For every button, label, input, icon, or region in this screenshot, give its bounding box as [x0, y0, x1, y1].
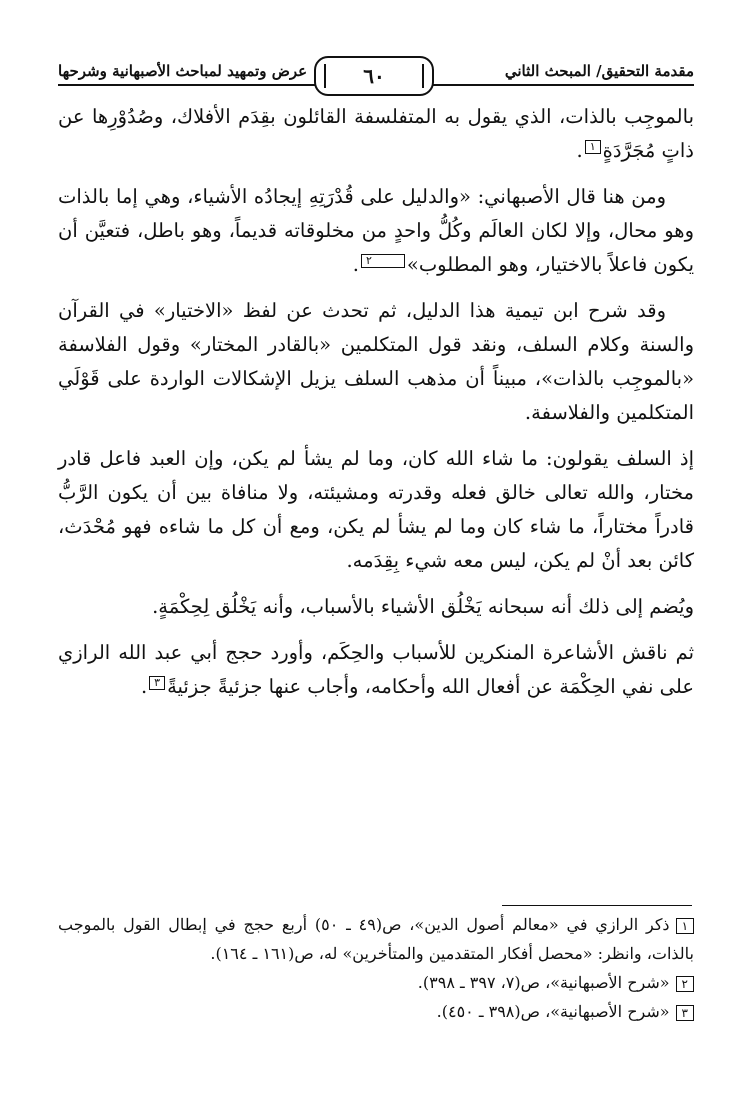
- footnote-divider: [502, 905, 692, 906]
- header-section-title: مقدمة التحقيق/ المبحث الثاني: [504, 62, 694, 80]
- footnote-number: ١: [676, 918, 694, 934]
- footnote: ١ذكر الرازي في «معالم أصول الدين»، ص(٤٩ ـ ٥٠) أربع حجج في إبطال القول بالموجب بالذات، وانظر: «محصل أفكار المتقدمين والمتأخرين» له، ص(١٦١ ـ ١٦٤).: [58, 915, 694, 963]
- footnote: ٣«شرح الأصبهانية»، ص(٣٩٨ ـ ٤٥٠).: [58, 997, 694, 1026]
- footnotes: [58, 910, 694, 1026]
- paragraph: ثم ناقش الأشاعرة المنكرين للأسباب والحِكَم، وأورد حجج أبي عبد الله الرازي على نفي الحِكْمَة عن أفعال الله وأحكامه، وأجاب عنها جزئيةً جزئيةً٣.: [58, 641, 694, 698]
- footnote-number: ٣: [676, 1005, 694, 1021]
- footnote-ref[interactable]: ٢: [361, 254, 405, 268]
- footnote-number: ٢: [676, 976, 694, 992]
- paragraph: بالموجِب بالذات، الذي يقول به المتفلسفة القائلون بقِدَم الأفلاك، وصُدُوْرِها عن ذاتٍ مُجَرَّدَةٍ١.: [58, 105, 694, 162]
- paragraph: ويُضم إلى ذلك أنه سبحانه يَخْلُق الأشياء بالأسباب، وأنه يَخْلُق لِحِكْمَةٍ.: [152, 595, 694, 618]
- page-header: [58, 56, 694, 96]
- footnote-ref[interactable]: ١: [585, 140, 601, 154]
- page-number: ٦٠: [324, 64, 424, 88]
- footnote: ٢«شرح الأصبهانية»، ص(٧، ٣٩٧ ـ ٣٩٨).: [58, 968, 694, 997]
- paragraph: ومن هنا قال الأصبهاني: «والدليل على قُدْرَتِهِ إيجادُه الأشياء، وهي إما بالذات وهو محال، وإلا لكان العالَم وكُلُّ واحدٍ من مخلوقاته قديماً، وهو باطل، فتعيَّن أن يكون فاعلاً بالاختيار، وهو المطلوب»٢.: [58, 185, 694, 276]
- page-number-frame: [314, 56, 434, 96]
- header-chapter-title: عرض وتمهيد لمباحث الأصبهانية وشرحها: [58, 62, 308, 80]
- footnote-ref[interactable]: ٣: [149, 676, 165, 690]
- paragraph: إذ السلف يقولون: ما شاء الله كان، وما لم يشأ لم يكن، وإن العبد فاعل قادر مختار، والله تعالى خالق فعله وقدرته ومشيئته، ولا منافاة بين أن يكون الرَّبُّ قادراً مختاراً، ما شاء كان وما لم يشأ لم يكن، ومع أن كل ما شاءه فهو مُحْدَث، كائن بعد أنْ لم يكن، ليس معه شيء بِقِدَمه.: [58, 447, 694, 572]
- paragraph: وقد شرح ابن تيمية هذا الدليل، ثم تحدث عن لفظ «الاختيار» في القرآن والسنة وكلام السلف، ونقد قول المتكلمين «بالقادر المختار» وقول الفلاسفة «بالموجِب بالذات»، مبيناً أن مذهب السلف يزيل الإشكالات الواردة على قَوْلَي المتكلمين والفلاسفة.: [58, 299, 694, 424]
- main-text: [58, 100, 694, 716]
